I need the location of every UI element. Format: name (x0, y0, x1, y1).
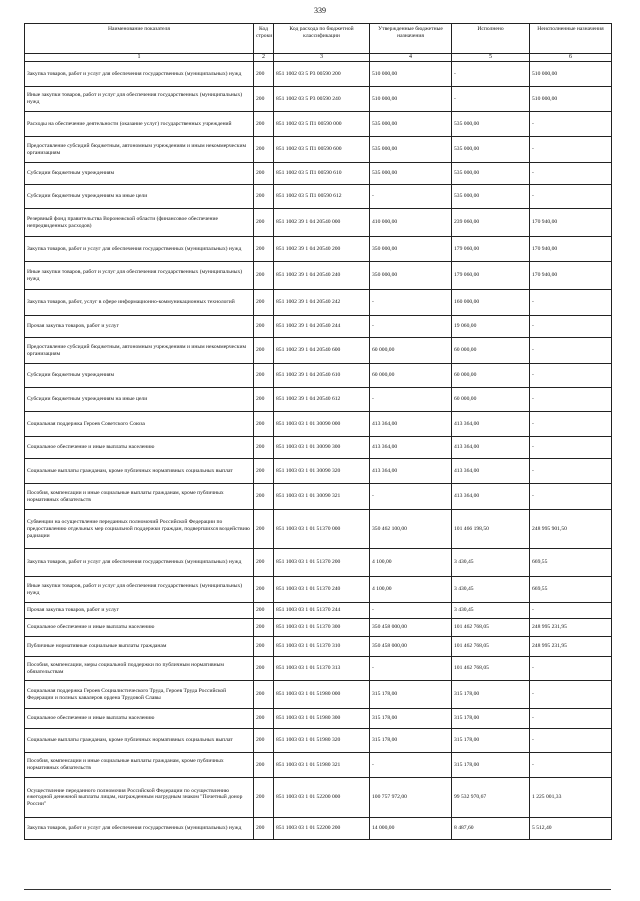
col-number: 2 (254, 54, 274, 62)
row-unexecuted: - (530, 338, 612, 364)
table-row (25, 338, 612, 364)
row-expense-code: 851 1002 39 1 04 20540 612 (274, 388, 370, 412)
row-approved: 535 000,00 (370, 163, 452, 185)
row-approved: 315 178,00 (370, 729, 452, 753)
row-executed: - (452, 87, 530, 112)
row-approved: 535 000,00 (370, 112, 452, 137)
row-expense-code: 851 1003 03 1 01 30090 321 (274, 484, 370, 510)
row-line-code: 200 (254, 338, 274, 364)
row-name: Закупка товаров, работ и услуг для обеспечения государственных (муниципальных) нужд (25, 62, 254, 87)
row-unexecuted: - (530, 753, 612, 778)
table-row (25, 316, 612, 338)
row-line-code: 200 (254, 603, 274, 619)
row-name: Субсидии бюджетным учреждениям на иные цели (25, 185, 254, 209)
row-expense-code: 851 1003 03 1 01 52200 200 (274, 818, 370, 840)
row-expense-code: 851 1002 03 5 П1 00590 600 (274, 137, 370, 163)
row-expense-code: 851 1002 39 1 04 20540 200 (274, 237, 370, 262)
row-executed: 535 000,00 (452, 163, 530, 185)
row-approved: 350 462 100,00 (370, 510, 452, 549)
row-approved: - (370, 185, 452, 209)
header-approved: Утвержденные бюджетные назначения (370, 24, 452, 54)
row-line-code: 200 (254, 262, 274, 290)
row-line-code: 200 (254, 388, 274, 412)
row-executed: 413 364,00 (452, 484, 530, 510)
row-line-code: 200 (254, 237, 274, 262)
row-line-code: 200 (254, 577, 274, 603)
row-name: Социальное обеспечение и иные выплаты населению (25, 437, 254, 459)
row-unexecuted: - (530, 112, 612, 137)
row-expense-code: 851 1003 03 1 01 51980 300 (274, 709, 370, 729)
row-executed: 99 532 970,67 (452, 778, 530, 818)
header-row (25, 24, 612, 54)
row-expense-code: 851 1003 03 1 01 51370 000 (274, 510, 370, 549)
row-executed: 535 000,00 (452, 137, 530, 163)
row-executed: 315 178,00 (452, 729, 530, 753)
row-unexecuted: - (530, 185, 612, 209)
row-line-code: 200 (254, 412, 274, 437)
row-expense-code: 851 1002 39 1 04 20540 610 (274, 364, 370, 388)
row-executed: 3 430,45 (452, 549, 530, 577)
row-expense-code: 851 1002 03 5 Р3 00590 240 (274, 87, 370, 112)
col-number: 1 (25, 54, 254, 62)
row-name: Публичные нормативные социальные выплаты гражданам (25, 637, 254, 657)
row-approved: 410 000,00 (370, 209, 452, 237)
row-executed: 101 462 768,05 (452, 657, 530, 681)
row-executed: 60 000,00 (452, 364, 530, 388)
row-unexecuted: 170 940,00 (530, 209, 612, 237)
row-approved: 60 000,00 (370, 338, 452, 364)
row-approved: 60 000,00 (370, 364, 452, 388)
row-expense-code: 851 1003 03 1 01 30090 300 (274, 437, 370, 459)
row-line-code: 200 (254, 209, 274, 237)
row-approved: - (370, 484, 452, 510)
table-row (25, 709, 612, 729)
row-unexecuted: 669,55 (530, 577, 612, 603)
row-approved: 510 000,00 (370, 62, 452, 87)
row-unexecuted: 510 000,00 (530, 62, 612, 87)
row-unexecuted: - (530, 163, 612, 185)
row-name: Прочая закупка товаров, работ и услуг (25, 316, 254, 338)
row-expense-code: 851 1003 03 1 01 51370 310 (274, 637, 370, 657)
row-expense-code: 851 1003 03 1 01 51980 320 (274, 729, 370, 753)
row-name: Закупка товаров, работ, услуг в сфере информационно-коммуникационных технологий (25, 290, 254, 316)
row-line-code: 200 (254, 112, 274, 137)
row-name: Иные закупки товаров, работ и услуг для обеспечения государственных (муниципальных) нужд (25, 87, 254, 112)
row-unexecuted: 1 225 001,33 (530, 778, 612, 818)
table-row (25, 290, 612, 316)
row-line-code: 200 (254, 437, 274, 459)
row-approved: 413 364,00 (370, 437, 452, 459)
row-name: Субсидии бюджетным учреждениям (25, 364, 254, 388)
table-row (25, 603, 612, 619)
row-expense-code: 851 1002 39 1 04 20540 242 (274, 290, 370, 316)
row-unexecuted: - (530, 459, 612, 484)
row-approved: 413 364,00 (370, 412, 452, 437)
row-name: Пособия, компенсации, меры социальной поддержки по публичным нормативным обязательствам (25, 657, 254, 681)
row-line-code: 200 (254, 729, 274, 753)
table-row (25, 484, 612, 510)
row-unexecuted: - (530, 137, 612, 163)
row-name: Пособия, компенсации и иные социальные выплаты гражданам, кроме публичных нормативных обязательств (25, 484, 254, 510)
row-line-code: 200 (254, 657, 274, 681)
row-line-code: 200 (254, 185, 274, 209)
row-name: Предоставление субсидий бюджетным, автономным учреждениям и иным некоммерческим организациям (25, 137, 254, 163)
col-number: 5 (452, 54, 530, 62)
table-row (25, 729, 612, 753)
row-name: Социальные выплаты гражданам, кроме публичных нормативных социальных выплат (25, 459, 254, 484)
row-approved: 4 100,00 (370, 549, 452, 577)
row-line-code: 200 (254, 290, 274, 316)
row-name: Закупка товаров, работ и услуг для обеспечения государственных (муниципальных) нужд (25, 237, 254, 262)
row-executed: 179 060,00 (452, 237, 530, 262)
row-name: Закупка товаров, работ и услуг для обеспечения государственных (муниципальных) нужд (25, 549, 254, 577)
row-approved: - (370, 753, 452, 778)
row-expense-code: 851 1002 39 1 04 20540 240 (274, 262, 370, 290)
row-approved: 350 000,00 (370, 237, 452, 262)
row-expense-code: 851 1003 03 1 01 51370 300 (274, 619, 370, 637)
row-approved: 4 100,00 (370, 577, 452, 603)
row-approved: 510 000,00 (370, 87, 452, 112)
row-approved: - (370, 290, 452, 316)
row-line-code: 200 (254, 484, 274, 510)
row-line-code: 200 (254, 316, 274, 338)
row-expense-code: 851 1003 03 1 01 30090 000 (274, 412, 370, 437)
row-name: Субсидии бюджетным учреждениям на иные цели (25, 388, 254, 412)
header-unexecuted: Неисполненные назначения (530, 24, 612, 54)
row-approved: 100 757 972,00 (370, 778, 452, 818)
row-unexecuted: - (530, 681, 612, 709)
table-row (25, 549, 612, 577)
table-row (25, 112, 612, 137)
row-approved: - (370, 316, 452, 338)
row-unexecuted: - (530, 437, 612, 459)
row-name: Субсидии бюджетным учреждениям (25, 163, 254, 185)
table-row (25, 459, 612, 484)
row-executed: 8 487,60 (452, 818, 530, 840)
row-unexecuted: - (530, 316, 612, 338)
row-name: Пособия, компенсации и иные социальные выплаты гражданам, кроме публичных нормативных обязательств (25, 753, 254, 778)
header-indicator-name: Наименование показателя (25, 24, 254, 54)
row-line-code: 200 (254, 364, 274, 388)
table-row (25, 388, 612, 412)
table-row (25, 818, 612, 840)
row-executed: 535 000,00 (452, 185, 530, 209)
row-line-code: 200 (254, 163, 274, 185)
table-row (25, 209, 612, 237)
row-executed: 101 466 198,50 (452, 510, 530, 549)
row-executed: 60 000,00 (452, 338, 530, 364)
header-expense-code: Код расхода по бюджетной классификации (274, 24, 370, 54)
row-executed: 3 430,45 (452, 603, 530, 619)
page-bottom-divider (24, 889, 611, 890)
row-expense-code: 851 1003 03 1 01 51370 200 (274, 549, 370, 577)
row-approved: 350 458 000,00 (370, 637, 452, 657)
col-number: 4 (370, 54, 452, 62)
row-executed: 160 000,00 (452, 290, 530, 316)
row-name: Осуществление переданного полномочия Российской Федерации по осуществлению ежегодной денежной выплаты лицам, награжденным нагрудным знаком "Почетный донор России" (25, 778, 254, 818)
table-row (25, 778, 612, 818)
row-expense-code: 851 1002 03 5 П1 00590 000 (274, 112, 370, 137)
row-expense-code: 851 1002 03 5 П1 00590 610 (274, 163, 370, 185)
row-expense-code: 851 1002 39 1 04 20540 600 (274, 338, 370, 364)
row-unexecuted: - (530, 290, 612, 316)
table-row (25, 364, 612, 388)
table-row (25, 237, 612, 262)
table-row (25, 62, 612, 87)
row-executed: 535 000,00 (452, 112, 530, 137)
row-unexecuted: 170 940,00 (530, 237, 612, 262)
row-expense-code: 851 1002 39 1 04 20540 244 (274, 316, 370, 338)
row-expense-code: 851 1003 03 1 01 51370 313 (274, 657, 370, 681)
table-row (25, 753, 612, 778)
page-number: 339 (314, 6, 326, 15)
row-unexecuted: - (530, 729, 612, 753)
table-row (25, 510, 612, 549)
row-line-code: 200 (254, 62, 274, 87)
row-name: Социальная поддержка Героев Советского Союза (25, 412, 254, 437)
row-line-code: 200 (254, 87, 274, 112)
row-executed: 413 364,00 (452, 437, 530, 459)
row-line-code: 200 (254, 549, 274, 577)
row-line-code: 200 (254, 778, 274, 818)
row-executed: 315 178,00 (452, 753, 530, 778)
row-unexecuted: 669,55 (530, 549, 612, 577)
row-executed: 413 364,00 (452, 459, 530, 484)
budget-execution-table (24, 23, 612, 840)
row-approved: - (370, 657, 452, 681)
table-row (25, 657, 612, 681)
table-row (25, 87, 612, 112)
row-unexecuted: - (530, 484, 612, 510)
row-name: Закупка товаров, работ и услуг для обеспечения государственных (муниципальных) нужд (25, 818, 254, 840)
table-row (25, 262, 612, 290)
row-approved: 315 178,00 (370, 681, 452, 709)
row-line-code: 200 (254, 619, 274, 637)
row-name: Иные закупки товаров, работ и услуг для обеспечения государственных (муниципальных) нужд (25, 262, 254, 290)
row-line-code: 200 (254, 637, 274, 657)
row-executed: 101 462 768,05 (452, 619, 530, 637)
header-line-code: Код строки (254, 24, 274, 54)
row-unexecuted: 5 512,40 (530, 818, 612, 840)
table-row (25, 619, 612, 637)
row-line-code: 200 (254, 753, 274, 778)
row-name: Социальное обеспечение и иные выплаты населению (25, 619, 254, 637)
row-executed: 19 060,00 (452, 316, 530, 338)
row-approved: 315 178,00 (370, 709, 452, 729)
row-unexecuted: - (530, 412, 612, 437)
table-row (25, 577, 612, 603)
row-executed: 101 462 768,05 (452, 637, 530, 657)
row-line-code: 200 (254, 818, 274, 840)
row-expense-code: 851 1003 03 1 01 51980 321 (274, 753, 370, 778)
row-unexecuted: 510 000,00 (530, 87, 612, 112)
table-row (25, 681, 612, 709)
row-name: Субвенции на осуществление переданных полномочий Российской Федерации по предоставлению отдельных мер социальной поддержки граждан, подвергшихся воздействию радиации (25, 510, 254, 549)
row-expense-code: 851 1002 03 5 П1 00590 612 (274, 185, 370, 209)
row-executed: 239 060,00 (452, 209, 530, 237)
row-name: Социальное обеспечение и иные выплаты населению (25, 709, 254, 729)
row-expense-code: 851 1003 03 1 01 30090 320 (274, 459, 370, 484)
row-unexecuted: 248 995 231,95 (530, 619, 612, 637)
row-unexecuted: 248 995 901,50 (530, 510, 612, 549)
row-expense-code: 851 1002 39 1 04 20540 000 (274, 209, 370, 237)
row-unexecuted: 248 995 231,95 (530, 637, 612, 657)
row-executed: 413 364,00 (452, 412, 530, 437)
table-row (25, 137, 612, 163)
table-row (25, 637, 612, 657)
row-expense-code: 851 1002 03 5 Р3 00590 200 (274, 62, 370, 87)
row-executed: - (452, 62, 530, 87)
table-row (25, 185, 612, 209)
row-name: Иные закупки товаров, работ и услуг для обеспечения государственных (муниципальных) нужд (25, 577, 254, 603)
row-expense-code: 851 1003 03 1 01 51370 240 (274, 577, 370, 603)
row-approved: 413 364,00 (370, 459, 452, 484)
row-name: Прочая закупка товаров, работ и услуг (25, 603, 254, 619)
row-approved: 535 000,00 (370, 137, 452, 163)
row-expense-code: 851 1003 03 1 01 51980 000 (274, 681, 370, 709)
row-line-code: 200 (254, 510, 274, 549)
row-unexecuted: - (530, 603, 612, 619)
row-approved: - (370, 603, 452, 619)
table-row (25, 412, 612, 437)
row-unexecuted: - (530, 364, 612, 388)
row-executed: 179 060,00 (452, 262, 530, 290)
table-row (25, 437, 612, 459)
col-number: 6 (530, 54, 612, 62)
col-number: 3 (274, 54, 370, 62)
row-unexecuted: - (530, 388, 612, 412)
row-line-code: 200 (254, 681, 274, 709)
row-unexecuted: 170 940,00 (530, 262, 612, 290)
row-executed: 3 430,45 (452, 577, 530, 603)
row-approved: - (370, 388, 452, 412)
row-name: Расходы на обеспечение деятельности (оказание услуг) государственных учреждений (25, 112, 254, 137)
row-unexecuted: - (530, 709, 612, 729)
row-executed: 315 178,00 (452, 709, 530, 729)
header-executed: Исполнено (452, 24, 530, 54)
row-approved: 14 000,00 (370, 818, 452, 840)
table-row (25, 163, 612, 185)
row-expense-code: 851 1003 03 1 01 51370 244 (274, 603, 370, 619)
row-line-code: 200 (254, 137, 274, 163)
row-name: Предоставление субсидий бюджетным, автономным учреждениям и иным некоммерческим организациям (25, 338, 254, 364)
row-executed: 315 178,00 (452, 681, 530, 709)
column-number-row (25, 54, 612, 62)
row-approved: 350 458 000,00 (370, 619, 452, 637)
row-unexecuted: - (530, 657, 612, 681)
row-line-code: 200 (254, 459, 274, 484)
row-approved: 350 000,00 (370, 262, 452, 290)
row-line-code: 200 (254, 709, 274, 729)
row-name: Социальная поддержка Героев Социалистического Труда, Героев Труда Российской Федерации и полных кавалеров ордена Трудовой Славы (25, 681, 254, 709)
row-executed: 60 000,00 (452, 388, 530, 412)
row-name: Резервный фонд правительства Воронежской области (финансовое обеспечение непредвиденных расходов) (25, 209, 254, 237)
row-name: Социальные выплаты гражданам, кроме публичных нормативных социальных выплат (25, 729, 254, 753)
row-expense-code: 851 1003 03 1 01 52200 000 (274, 778, 370, 818)
